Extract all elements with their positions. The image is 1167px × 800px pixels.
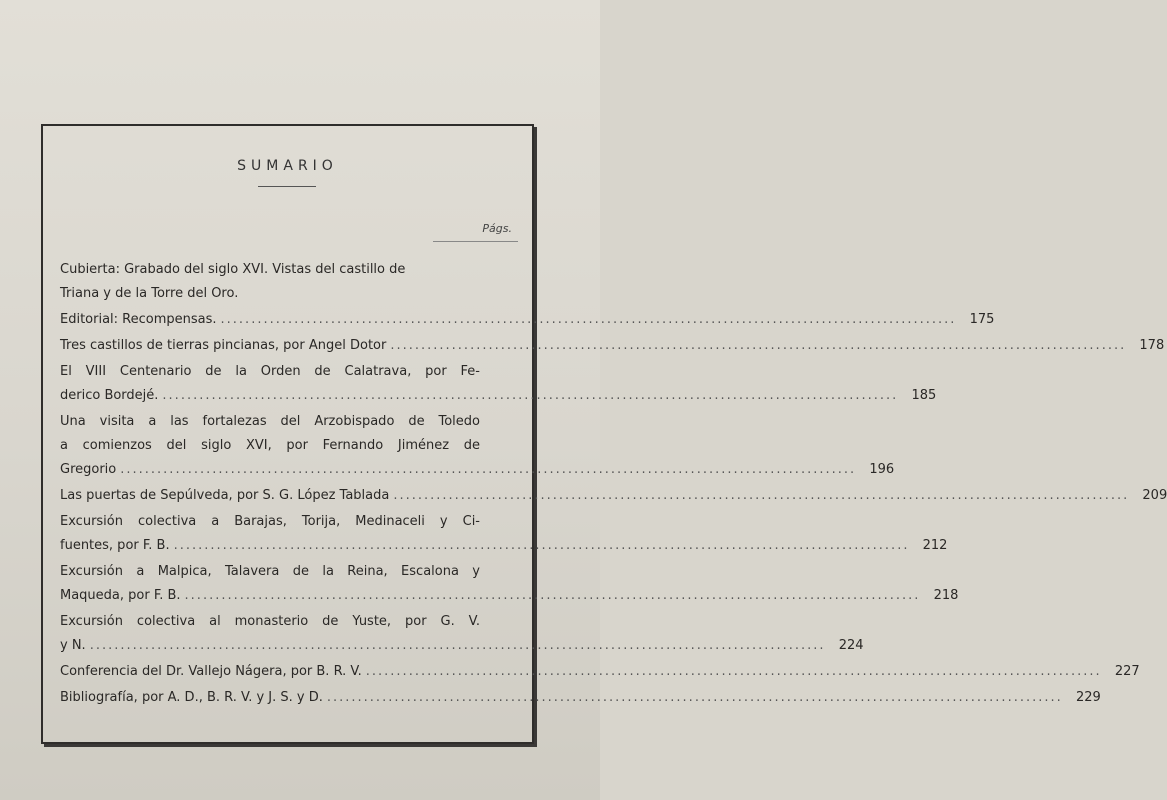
dot-leader: ........................................................................................................................: [162, 388, 899, 403]
entry-text: Una visita a las fortalezas del Arzobispado de Toledo: [60, 414, 480, 429]
contents-entry: [60, 258, 518, 306]
dot-leader: ........................................................................................................................: [390, 338, 1127, 353]
dot-leader: ........................................................................................................................: [184, 588, 921, 603]
contents-frame: [41, 124, 1167, 744]
entry-text: Bibliografía, por A. D., B. R. V. y J. S. y D.: [60, 690, 323, 705]
entry-last-line: [60, 660, 1140, 684]
pages-header-rule: [433, 241, 518, 242]
entry-last-line: [60, 686, 1101, 710]
contents-entry: [60, 660, 1140, 684]
entry-text: fuentes, por F. B.: [60, 538, 170, 553]
entry-last-line: [60, 534, 948, 558]
dot-leader: ........................................................................................................................: [393, 488, 1130, 503]
entry-text: derico Bordejé.: [60, 388, 159, 403]
entry-page-number: 227: [1114, 664, 1140, 679]
contents-entry: [60, 686, 1101, 710]
entry-text: Tres castillos de tierras pincianas, por Angel Dotor: [60, 338, 387, 353]
dot-leader: ........................................................................................................................: [89, 638, 826, 653]
contents-entry: [60, 334, 1165, 358]
entry-text: y N.: [60, 638, 86, 653]
entry-text: Conferencia del Dr. Vallejo Nágera, por B. R. V.: [60, 664, 362, 679]
dot-leader: ........................................................................................................................: [120, 462, 857, 477]
contents-entry: [60, 484, 1167, 508]
entry-last-line: [60, 308, 995, 332]
contents-entry: [60, 360, 937, 408]
entry-page-number: 178: [1139, 338, 1165, 353]
entry-text: Editorial: Recompensas.: [60, 312, 217, 327]
entry-page-number: 175: [969, 312, 995, 327]
entry-page-number: 185: [911, 388, 937, 403]
entry-last-line: [60, 458, 895, 482]
dot-leader: ........................................................................................................................: [365, 664, 1102, 679]
dot-leader: ........................................................................................................................: [173, 538, 910, 553]
entry-page-number: 196: [869, 462, 895, 477]
pages-column-header: Págs.: [482, 222, 512, 235]
contents-list: [60, 258, 1167, 712]
entry-text: a comienzos del siglo XVI, por Fernando Jiménez de: [60, 438, 480, 453]
page-title: SUMARIO: [237, 158, 338, 174]
entry-page-number: 212: [922, 538, 948, 553]
contents-entry: [60, 610, 864, 658]
entry-text: Gregorio: [60, 462, 117, 477]
entry-last-line: [60, 634, 864, 658]
entry-last-line: [60, 334, 1165, 358]
entry-text: Excursión a Malpica, Talavera de la Reina, Escalona y: [60, 564, 480, 579]
dot-leader: ........................................................................................................................: [326, 690, 1063, 705]
entry-last-line: [60, 384, 937, 408]
title-underline: [258, 186, 316, 187]
entry-page-number: 218: [933, 588, 959, 603]
contents-entry: [60, 410, 895, 482]
dot-leader: ........................................................................................................................: [220, 312, 957, 327]
entry-text: Maqueda, por F. B.: [60, 588, 181, 603]
entry-text: El VIII Centenario de la Orden de Calatrava, por Fe-: [60, 364, 480, 379]
entry-text: Cubierta: Grabado del siglo XVI. Vistas del castillo de: [60, 262, 406, 277]
entry-text: Las puertas de Sepúlveda, por S. G. López Tablada: [60, 488, 390, 503]
contents-entry: [60, 308, 995, 332]
entry-text: Triana y de la Torre del Oro.: [60, 286, 239, 301]
entry-text: Excursión colectiva al monasterio de Yuste, por G. V.: [60, 614, 480, 629]
entry-page-number: 224: [838, 638, 864, 653]
entry-last-line: [60, 484, 1167, 508]
entry-last-line: [60, 584, 959, 608]
entry-page-number: 209: [1142, 488, 1167, 503]
contents-entry: [60, 510, 948, 558]
contents-entry: [60, 560, 959, 608]
entry-page-number: 229: [1075, 690, 1101, 705]
entry-text: Excursión colectiva a Barajas, Torija, Medinaceli y Ci-: [60, 514, 480, 529]
